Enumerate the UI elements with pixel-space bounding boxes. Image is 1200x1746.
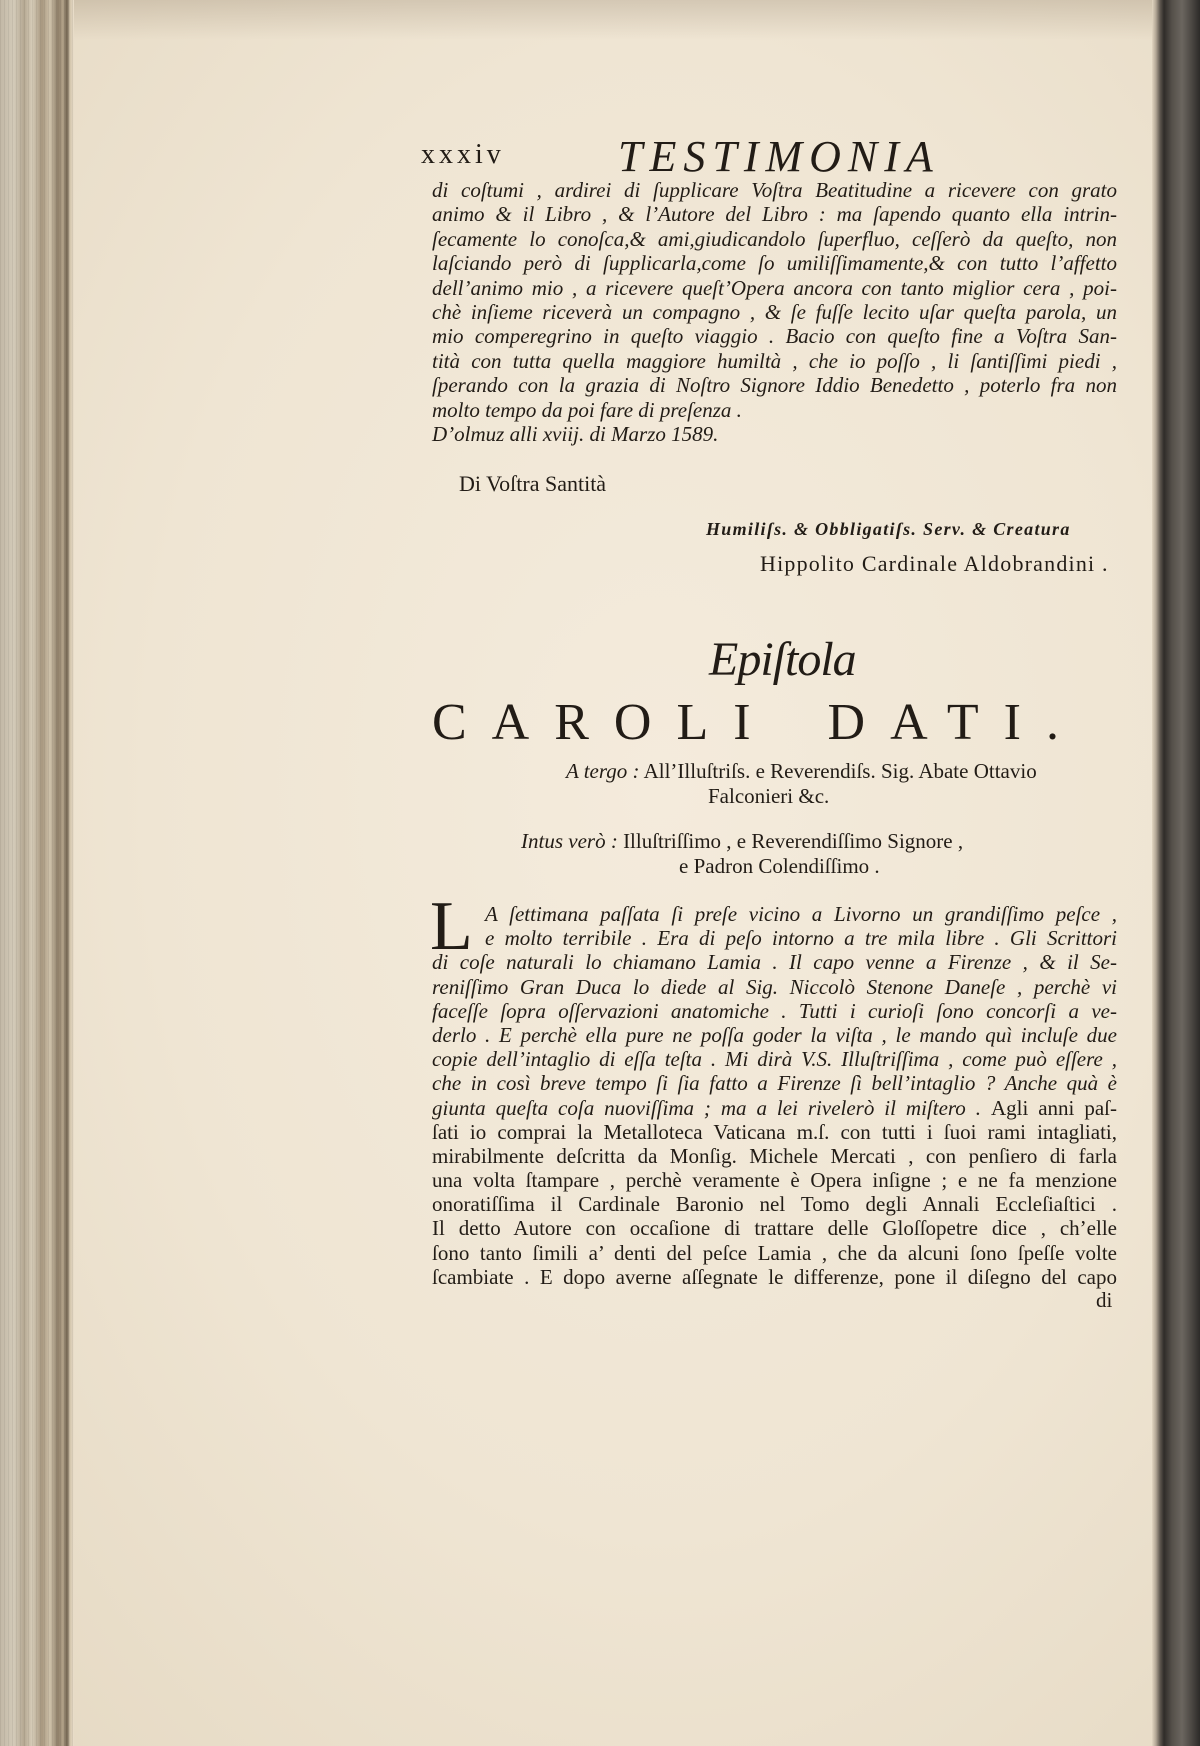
text-line: A ſettimana paſſata ſi preſe vicino a Livorno un grandiſſimo peſce ,: [485, 902, 1117, 926]
text-line: dell’animo mio , a ricevere queſt’Opera ancora con tanto miglior cera , poi-: [432, 275, 1117, 300]
text-line: [432, 1096, 1117, 1120]
text-line: ſecamente lo conoſca,& ami,giudicandolo ſuperfluo, ceſſerò da queſto, non: [432, 226, 1117, 251]
epistle-heading: Epiſtola: [709, 633, 856, 686]
page-top-shadow: [74, 0, 1152, 40]
address-outside-line: [566, 759, 1037, 783]
letter-subscription: Humiliſs. & Obbligatiſs. Serv. & Creatura: [706, 519, 1071, 539]
text-line-italic-part: giunta queſta coſa nuoviſſima ; ma a lei rivelerò il miſtero .: [432, 1095, 981, 1120]
address-inside-line: [521, 829, 963, 853]
text-line: derlo . E perchè ella pure ne poſſa goder la viſta , le mando quì incluſe due: [432, 1022, 1117, 1047]
text-line: di coſtumi , ardirei di ſupplicare Voſtra Beatitudine a ricevere con grato: [432, 178, 1117, 202]
text-line: animo & il Libro , & l’Autore del Libro : ma ſapendo quanto ella intrin-: [432, 202, 1117, 227]
catchword: di: [1096, 1288, 1113, 1312]
date-line: D’olmuz alli xviij. di Marzo 1589.: [432, 421, 719, 446]
running-title: TESTIMONIA: [618, 132, 940, 181]
text-line: onoratiſſima il Cardinale Baronio nel Tomo degli Annali Eccleſiaſtici .: [432, 1192, 1117, 1217]
text-line: una volta ſtampare , perchè veramente è Opera inſigne ; e ne fa menzione: [432, 1168, 1117, 1193]
aldobrandini-letter-text: [432, 178, 1117, 446]
address-outside-line: Falconieri &c.: [708, 784, 830, 808]
address-inside-label: Intus verò :: [521, 829, 618, 853]
address-outside-text: All’Illuſtriſs. e Reverendiſs. Sig. Abate Ottavio: [643, 759, 1037, 783]
dati-letter-text: [432, 902, 1117, 1289]
address-inside-line: e Padron Colendiſſimo .: [679, 854, 880, 878]
text-line: mirabilmente deſcritta da Monſig. Michele Mercati , con penſiero di farla: [432, 1143, 1117, 1168]
text-line: Il detto Autore con occaſione di trattare delle Gloſſopetre dice , ch’elle: [432, 1216, 1117, 1241]
letter-signature: Hippolito Cardinale Aldobrandini .: [760, 551, 1109, 576]
drop-cap: L: [430, 888, 473, 965]
text-line: ſcambiate . E dopo averne aſſegnate le differenze, pone il diſegno del capo: [432, 1264, 1117, 1289]
text-line-roman-part: Agli anni paſ-: [990, 1095, 1117, 1120]
page-number: xxxiv: [421, 139, 505, 170]
text-line: ſperando con la grazia di Noſtro Signore Iddio Benedetto , poterlo fra non: [432, 373, 1117, 398]
text-line: e molto terribile . Era di peſo intorno a tre mila libre . Gli Scrittori: [485, 926, 1117, 951]
text-line: faceſſe ſopra oſſervazioni anatomiche . Tutti i curioſi ſono concorſi a ve-: [432, 998, 1117, 1023]
letter-closing: Di Voſtra Santità: [459, 471, 607, 496]
page-edges-left: [0, 0, 74, 1746]
address-inside-text: Illuſtriſſimo , e Reverendiſſimo Signore ,: [623, 829, 964, 853]
text-line: molto tempo da poi fare di preſenza .: [432, 397, 742, 422]
text-line: che in così breve tempo ſi ſia fatto a Firenze ſì bell’intaglio ? Anche quà è: [432, 1071, 1117, 1096]
text-line: ſono tanto ſimili a’ denti del peſce Lamia , che da alcuni ſono ſpeſſe volte: [432, 1240, 1117, 1265]
text-line: copie dell’intaglio di eſſa teſta . Mi dirà V.S. Illuſtriſſima , come può eſſere ,: [432, 1047, 1117, 1072]
text-line: ſati io comprai la Metalloteca Vaticana m.ſ. con tutti i ſuoi rami intagliati,: [432, 1119, 1117, 1144]
text-line: laſciando però di ſupplicarla,come ſo umiliſſimamente,& con tutto l’affetto: [432, 251, 1117, 276]
text-line: chè inſieme riceverà un compagno , & ſe fuſſe lecito uſar queſta parola, un: [432, 299, 1117, 324]
epistle-author: CAROLI DATI.: [432, 694, 1084, 751]
text-line: reniſſimo Gran Duca lo diede al Sig. Niccolò Stenone Daneſe , perchè vi: [432, 974, 1117, 999]
text-line: tità con tutta quella maggiore humiltà , che io poſſo , li ſantiſſimi piedi ,: [432, 348, 1117, 373]
text-line: mio comperegrino in queſto viaggio . Bacio con queſto fine a Voſtra San-: [432, 324, 1117, 349]
address-outside-label: A tergo :: [566, 759, 640, 783]
text-line: di coſe naturali lo chiamano Lamia . Il capo venne a Firenze , & il Se-: [432, 950, 1117, 975]
binding-gutter-right: [1152, 0, 1200, 1746]
